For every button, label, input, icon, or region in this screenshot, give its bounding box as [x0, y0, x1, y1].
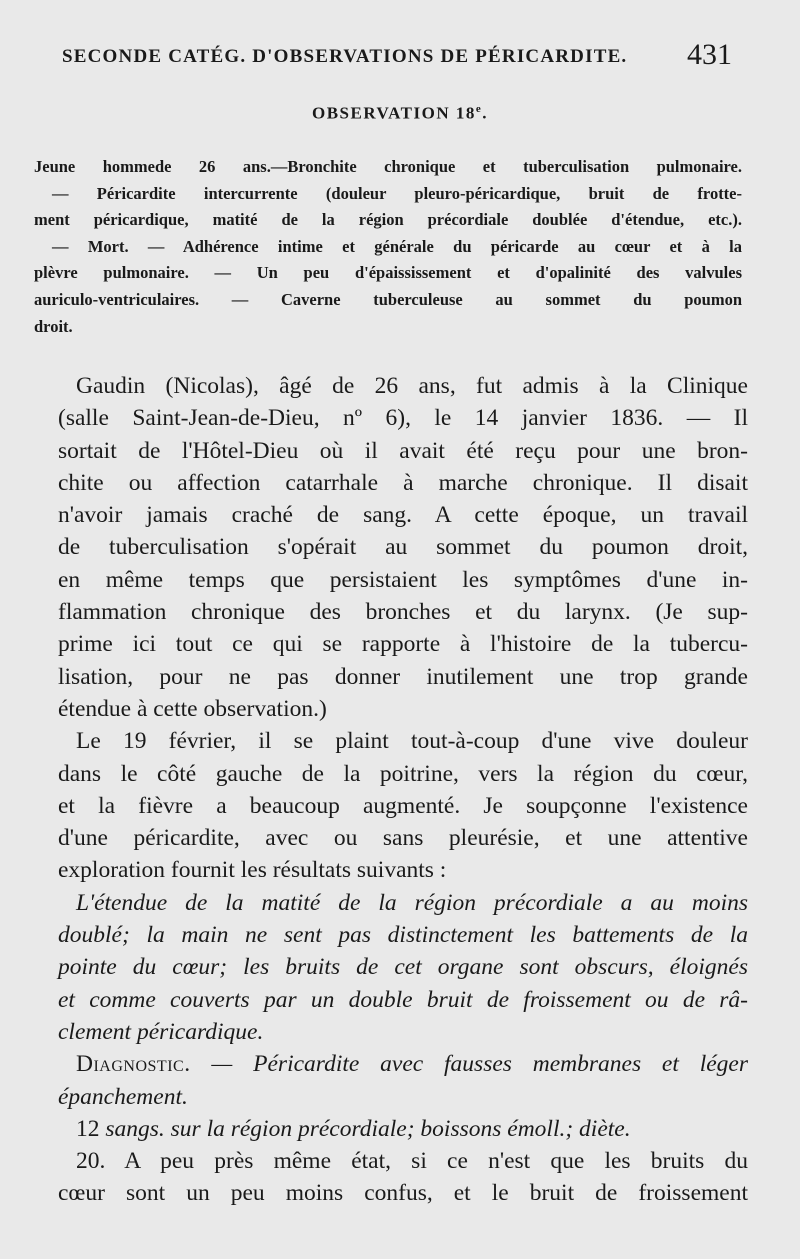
paragraph-line: étendue à cette observation.)	[58, 695, 327, 722]
summary-line: droit.	[34, 316, 73, 336]
treatment-text: sangs. sur la région précordiale; boissons émoll.; diète.	[105, 1115, 631, 1142]
paragraph-line: exploration fournit les résultats suivants :	[58, 857, 447, 884]
running-head	[62, 38, 742, 78]
page-number: 431	[687, 38, 732, 71]
diagnostic-line: épanchement.	[58, 1083, 188, 1110]
treatment-line	[58, 1113, 748, 1145]
paragraph-line: dans le côté gauche de la poitrine, vers la région du cœur,	[58, 760, 748, 787]
paragraph-line: prime ici tout ce qui se rapporte à l'histoire de la tubercu-	[58, 631, 748, 658]
observation-title-sup: e	[475, 103, 483, 115]
observation-title-text: OBSERVATION 18	[312, 103, 476, 123]
findings-line: et comme couverts par un double bruit de froissement ou de râ-	[58, 986, 748, 1013]
summary-line: Jeune hommede 26 ans.—Bronchite chronique et tuberculisation pulmonaire.	[34, 157, 742, 176]
treatment-number: 12	[76, 1115, 100, 1142]
paragraph-line: en même temps que persistaient les symptômes d'une in-	[58, 566, 748, 593]
findings-line: pointe du cœur; les bruits de cet organe sont obscurs, éloignés	[58, 954, 748, 981]
summary-line: — Péricardite intercurrente (douleur pleuro-péricardique, bruit de frotte-	[52, 183, 742, 203]
summary-line: plèvre pulmonaire. — Un peu d'épaississement et d'opalinité des valvules	[34, 263, 742, 283]
day20-line: cœur sont un peu moins confus, et le bruit de froissement	[58, 1180, 748, 1207]
paragraph-line: et la fièvre a beaucoup augmenté. Je soupçonne l'existence	[58, 792, 748, 819]
running-head-title: SECONDE CATÉG. D'OBSERVATIONS DE PÉRICARDITE.	[62, 46, 628, 67]
day20-line: 20. A peu près même état, si ce n'est que les bruits du	[76, 1148, 748, 1175]
summary-line: ment péricardique, matité de la région précordiale doublée d'étendue, etc.).	[34, 210, 742, 230]
summary-line: — Mort. — Adhérence intime et générale du péricarde au cœur et à la	[52, 236, 742, 256]
observation-summary	[34, 154, 742, 340]
paragraph-line: flammation chronique des bronches et du larynx. (Je sup-	[58, 599, 748, 626]
diagnostic-text: — Péricardite avec fausses membranes et léger	[211, 1051, 749, 1078]
findings-line: L'étendue de la matité de la région précordiale a au moins	[76, 889, 748, 916]
paragraph-line: (salle Saint-Jean-de-Dieu, nº 6), le 14 janvier 1836. — Il	[58, 405, 748, 432]
paragraph-line: chite ou affection catarrhale à marche chronique. Il disait	[58, 469, 748, 496]
findings-line: doublé; la main ne sent pas distinctement les battements de la	[58, 922, 748, 949]
findings-line: clement péricardique.	[58, 1018, 264, 1045]
observation-title: OBSERVATION 18e.	[312, 103, 488, 123]
diagnostic-label: Diagnostic.	[76, 1051, 191, 1078]
paragraph-line: Le 19 février, il se plaint tout-à-coup d'une vive douleur	[76, 728, 748, 755]
diagnostic-line	[58, 1048, 748, 1080]
paragraph-line: lisation, pour ne pas donner inutilement une trop grande	[58, 663, 748, 690]
summary-line: auriculo-ventriculaires. — Caverne tuberculeuse au sommet du poumon	[34, 289, 742, 309]
paragraph-line: d'une péricardite, avec ou sans pleurésie, et une attentive	[58, 825, 748, 852]
body-text	[58, 370, 748, 1210]
paragraph-line: de tuberculisation s'opérait au sommet du poumon droit,	[58, 534, 748, 561]
paragraph-line: n'avoir jamais craché de sang. A cette époque, un travail	[58, 502, 748, 529]
paragraph-line: Gaudin (Nicolas), âgé de 26 ans, fut admis à la Clinique	[76, 373, 748, 399]
paragraph-line: sortait de l'Hôtel-Dieu où il avait été reçu pour une bron-	[58, 437, 748, 464]
